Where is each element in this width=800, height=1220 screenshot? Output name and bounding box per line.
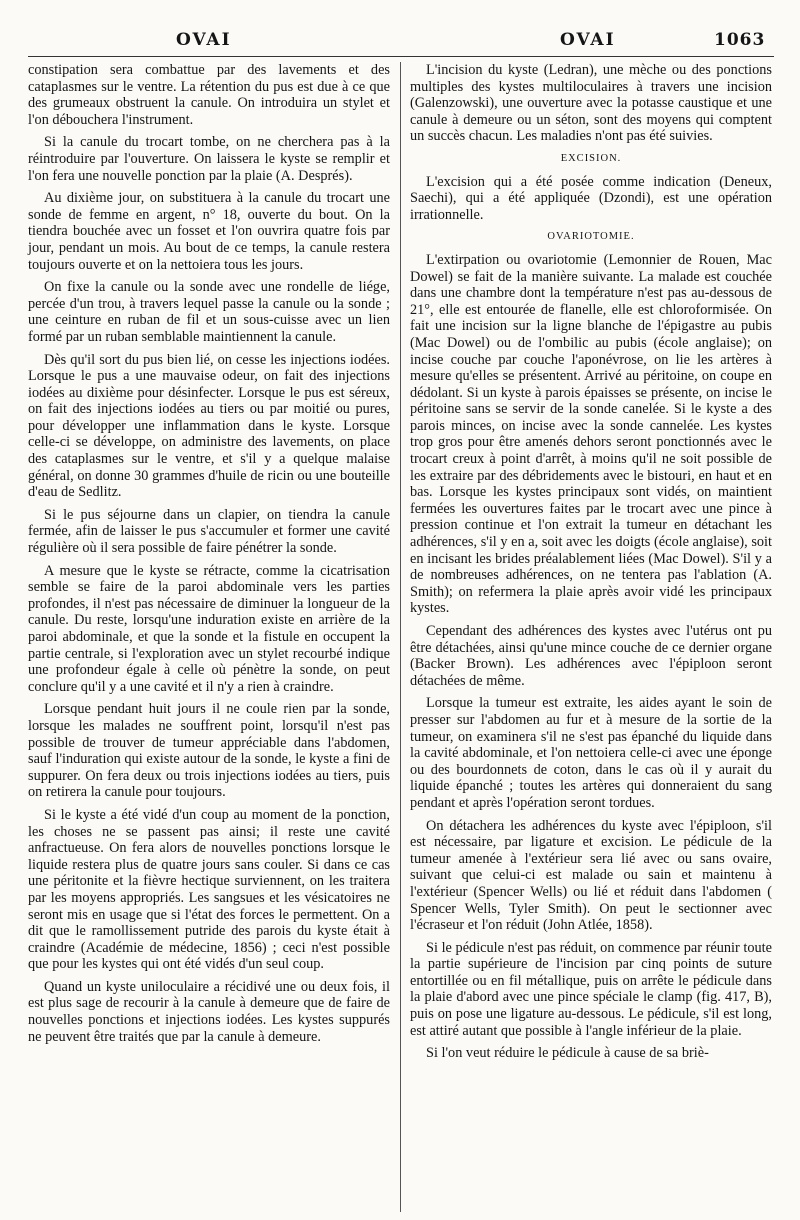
paragraph: Si la canule du trocart tombe, on ne cherchera pas à la réintroduire par l'ouverture. On laissera le kyste se remplir et l'on fera une nouvelle ponction par la plaie (A. Després). [28, 134, 390, 184]
left-column [28, 62, 390, 1051]
paragraph: A mesure que le kyste se rétracte, comme la cicatrisation semble se faire de la paroi abdominale vers les parties profondes, il n'est pas nécessaire de diminuer la longueur de la canule. Du reste, lorsqu'une induration existe en arrière de la paroi abdominale, et que la sonde et la fistule en occupent la partie centrale, si l'exploration avec un stylet recourbé indique une profondeur égale à celle où pénètre la sonde, on peut conclure qu'il y a une cavité et il n'y a rien à craindre. [28, 562, 390, 695]
right-column [410, 62, 772, 1068]
paragraph: Si le pédicule n'est pas réduit, on commence par réunir toute la partie supérieure de l'incision par cinq points de suture entortillée ou en fil métallique, puis on arrête le pédicule dans la plaie d'abord avec une pince spéciale le clamp (fig. 417, B), puis on pose une ligature au-dessous. Le pédicule, s'il est long, est attiré autant que possible à l'angle inférieur de la plaie. [410, 939, 772, 1039]
paragraph: Si l'on veut réduire le pédicule à cause de sa briè- [426, 1045, 709, 1062]
running-head-left: OVAI [176, 30, 232, 50]
paragraph: Si le pus séjourne dans un clapier, on tiendra la canule fermée, afin de laisser le pus s'accumuler et former une cavité régulière où il sera possible de faire pénétrer la sonde. [28, 506, 390, 557]
paragraph: Cependant des adhérences des kystes avec l'utérus ont pu être détachées, ainsi qu'une mince couche de ce dernier organe (Backer Brown). Les adhérences avec l'épiploon seront détachées de même. [410, 623, 772, 689]
paragraph: Dès qu'il sort du pus bien lié, on cesse les injections iodées. Lorsque le pus a une mauvaise odeur, on fait des injections iodées au dixième pour désinfecter. Lorsque le pus est séreux, on fait des injections iodées au tiers ou par moitié ou pures, pour développer une inflammation dans le kyste. Lorsque celle-ci se développe, on administre des lavements, on place des cataplasmes sur le ventre, et s'il y a quelque malaise général, on donne 30 grammes d'huile de ricin ou une bouteille d'eau de Sedlitz. [28, 351, 390, 501]
paragraph: L'incision du kyste (Ledran), une mèche ou des ponctions multiples des kystes multiloculaires à travers une incision (Galenzowski), une ouverture avec la potasse caustique et une canule à demeure ou un séton, sont des moyens qui comptent un succès chacun. Les maladies n'ont pas été suivies. [410, 62, 772, 145]
paragraph: constipation sera combattue par des lavements et des cataplasmes sur le ventre. La rétention du pus est due à ce que des grumeaux obstruent la canule. On introduira un stylet et l'on débouchera l'instrument. [28, 62, 390, 128]
paragraph: L'extirpation ou ovariotomie (Lemonnier de Rouen, Mac Dowel) se fait de la manière suivante. La malade est couchée dans une chambre dont la température n'est pas au-dessous de 21°, elle est entourée de flanelle, elle est chloroformisée. On fait une incision sur la ligne blanche de l'épigastre au pubis (Mac Dowel) ou de l'ombilic au pubis (école anglaise); on incise couche par couche l'aponévrose, on lie les artères à mesure qu'elles se présentent. Arrivé au péritoine, on coupe en dédolant. Si un kyste à parois épaisses se présente, on incise le péritoine sans se servir de la sonde canelée. Si le kyste a des parois minces, on incise avec la sonde cannelée. Les kystes trop gros pour être amenés dehors seront ponctionnés avec le trocart creux à point d'arrêt, à moins qu'il ne soit possible de les extraire par des débridements avec le bistouri, en haut et en bas. Lorsque les kystes principaux sont vidés, on maintient fermées les ouvertures faites par le trocart avec une pince à pression continue et l'on extrait la tumeur en détachant les adhérences, s'il y en a, soit avec les doigts (école anglaise), soit en incisant les brides préalablement liées (Mac Dowel). S'il y a de nombreuses adhérences, on ne tentera pas l'ablation (A. Smith); on refermera la plaie après avoir vidé les principaux kystes. [410, 251, 772, 617]
paragraph: Lorsque la tumeur est extraite, les aides ayant le soin de presser sur l'abdomen au fur et à mesure de la sortie de la tumeur, on examinera s'il ne s'est pas épanché du liquide dans la cavité abdominale, et l'on nettoiera celle-ci avec une éponge ou des bourdonnets de coton, dans le cas où il y aurait du liquide épanché ; toutes les artères qui donneraient du sang pendant et après l'opération seront tordues. [410, 695, 772, 811]
paragraph: Lorsque pendant huit jours il ne coule rien par la sonde, lorsque les malades ne souffrent point, lorsqu'il n'est pas possible de trouver de tumeur appréciable dans l'abdomen, sauf l'induration qui existe autour de la sonde, le kyste a fini de suppurer. On fera deux ou trois injections iodées au tiers, puis on retirera la canule pour toujours. [28, 701, 390, 801]
paragraph: Si le kyste a été vidé d'un coup au moment de la ponction, les choses ne se passent pas ainsi; il reste une cavité anfractueuse. On fera alors de nouvelles ponctions lorsque le liquide restera plus de quatre jours sans couler. Si dans ce cas une péritonite et la fièvre hectique surviennent, on les traitera par les moyens appropriés. Les sangsues et les vésicatoires ne seront mis en usage que si l'état des forces le permettent. On a dit que le ramollissement putride des parois du kyste était à craindre (Académie de médecine, 1856) ; ceci n'est possible que pour les kystes qui ont été vidés d'un seul coup. [28, 806, 390, 973]
page-header [0, 30, 800, 56]
paragraph: On détachera les adhérences du kyste avec l'épiploon, s'il est nécessaire, par ligature et excision. Le pédicule de la tumeur amenée à l'extérieur sera lié avec ou sans ovaire, suivant que celui-ci est malade ou sain et maintenu à l'extérieur (Spencer Wells) ou lié et réduit dans l'abdomen ( Spencer Wells, Tyler Smith). On peut le sectionner avec l'écraseur et l'on réduit (John Atlée, 1858). [410, 817, 772, 934]
paragraph: Au dixième jour, on substituera à la canule du trocart une sonde de femme en argent, n° 18, ouverte du bout. On la tiendra bouchée avec un fosset et l'on ouvrira quatre fois par jour, pendant un mois. Au bout de ce temps, la canule restera toujours ouverte et on la nettoiera tous les jours. [28, 190, 390, 273]
paragraph: On fixe la canule ou la sonde avec une rondelle de liége, percée d'un trou, à travers lequel passe la canule ou la sonde ; une ceinture en ruban de fil et un sous-cuisse avec un lien formé par un ruban semblable maintiennent la canule. [28, 279, 390, 345]
running-head-right: OVAI [560, 30, 616, 50]
paragraph: Quand un kyste uniloculaire a récidivé une ou deux fois, il est plus sage de recourir à la canule à demeure que de faire de nouvelles ponctions et injections iodées. Les kystes suppurés ne peuvent être traités que par la canule à demeure. [28, 978, 390, 1045]
section-heading-ovariotomie: OVARIOTOMIE. [547, 231, 635, 243]
column-divider [400, 62, 401, 1212]
section-heading-excision: EXCISION. [560, 152, 622, 164]
paragraph: L'excision qui a été posée comme indication (Deneux, Saechi), qui a été appliquée (Dzondi), est une opération irrationnelle. [410, 173, 772, 223]
header-rule [28, 56, 774, 57]
page-number: 1063 [714, 30, 766, 50]
